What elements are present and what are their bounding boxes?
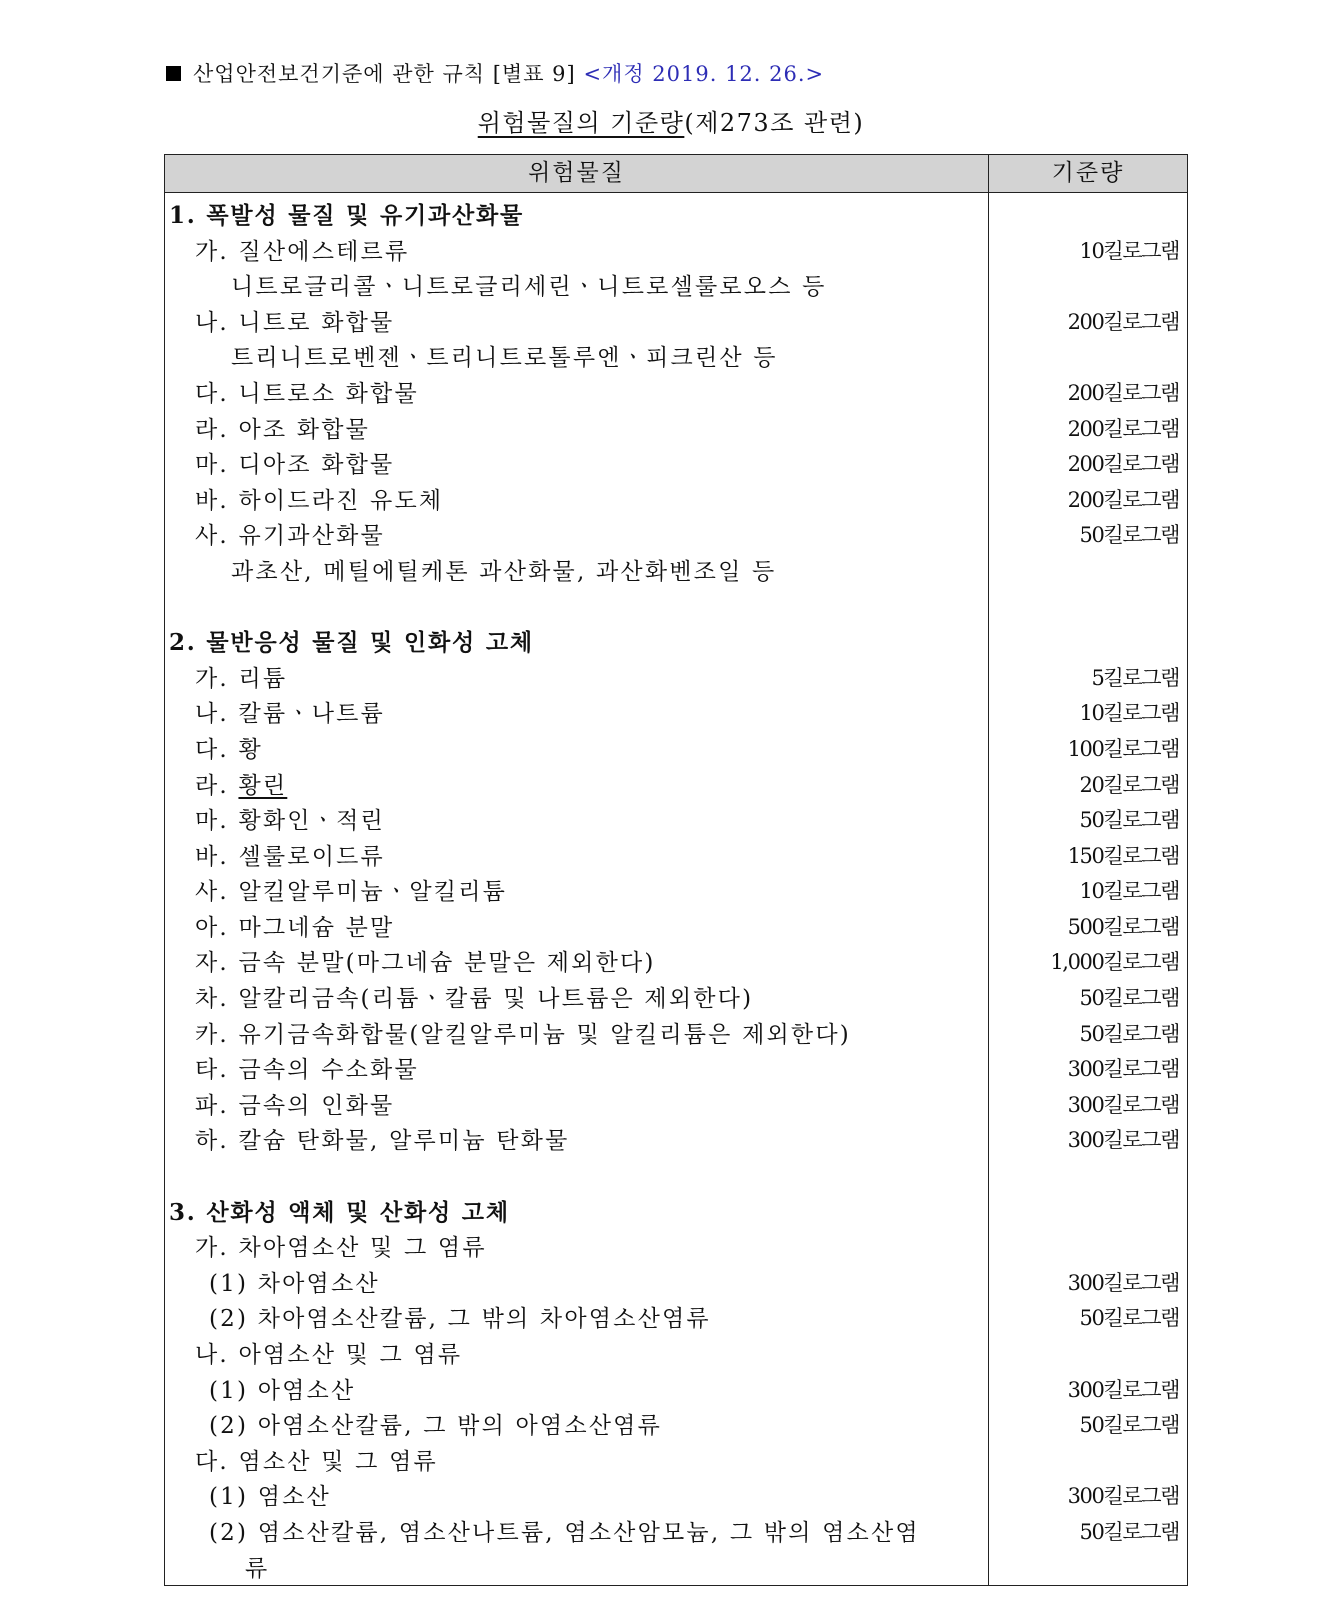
spacer xyxy=(165,1156,1187,1192)
table-row-example: 트리니트로벤젠ㆍ트리니트로톨루엔ㆍ피크린산 등 xyxy=(231,345,778,372)
amount: 300킬로그램 xyxy=(1067,1484,1179,1509)
table-row-sub: (2) 염소산칼륨, 염소산나트륨, 염소산암모늄, 그 밖의 염소산염 50킬로그램 xyxy=(165,1512,1187,1548)
amount: 50킬로그램 xyxy=(1079,1306,1179,1331)
amount: 500킬로그램 xyxy=(1067,914,1179,939)
table-row: 바. 하이드라진 유도체 200킬로그램 xyxy=(165,480,1187,516)
amount: 300킬로그램 xyxy=(1067,1270,1179,1295)
hazardous-substances-table xyxy=(164,154,1188,1586)
table-row: 파. 금속의 인화물 300킬로그램 xyxy=(165,1085,1187,1121)
table-row: 바. 셀룰로이드류 150킬로그램 xyxy=(165,836,1187,872)
table-row: 다. 염소산 및 그 염류 xyxy=(195,1448,438,1475)
table-row-sub: (2) 차아염소산칼륨, 그 밖의 차아염소산염류 50킬로그램 xyxy=(165,1298,1187,1334)
amount: 200킬로그램 xyxy=(1067,380,1179,405)
amount: 20킬로그램 xyxy=(1079,772,1179,797)
header-text: 산업안전보건기준에 관한 규칙 [별표 9] xyxy=(193,62,576,86)
underlined-term: 황린 xyxy=(238,772,288,799)
amount: 10킬로그램 xyxy=(1079,879,1179,904)
table-row: 나. 니트로 화합물 200킬로그램 xyxy=(165,302,1187,338)
table-row-example: 과초산, 메틸에틸케톤 과산화물, 과산화벤조일 등 xyxy=(231,558,777,585)
amount: 300킬로그램 xyxy=(1067,1092,1179,1117)
table-row: 가. 질산에스테르류 10킬로그램 xyxy=(165,231,1187,267)
amount: 50킬로그램 xyxy=(1079,1021,1179,1046)
amount: 200킬로그램 xyxy=(1067,416,1179,441)
table-row: 사. 유기과산화물 50킬로그램 xyxy=(165,515,1187,551)
revision-note: <개정 2019. 12. 26.> xyxy=(583,62,825,86)
table-row: 라. 아조 화합물 200킬로그램 xyxy=(165,409,1187,445)
page-title xyxy=(0,103,1342,138)
amount: 300킬로그램 xyxy=(1067,1128,1179,1153)
table-row: 가. 리튬 5킬로그램 xyxy=(165,658,1187,694)
column-header-amount: 기준량 xyxy=(1051,160,1125,186)
amount: 50킬로그램 xyxy=(1079,986,1179,1011)
title-sub: (제273조 관련) xyxy=(684,109,865,137)
column-header-substance: 위험물질 xyxy=(528,160,625,186)
table-row: 마. 황화인ㆍ적린 50킬로그램 xyxy=(165,800,1187,836)
amount: 200킬로그램 xyxy=(1067,487,1179,512)
table-row: 라. 황린 20킬로그램 xyxy=(165,765,1187,801)
table-row-sub: (2) 아염소산칼륨, 그 밖의 아염소산염류 50킬로그램 xyxy=(165,1405,1187,1441)
section-heading: 1. 폭발성 물질 및 유기과산화물 xyxy=(169,202,525,229)
amount: 50킬로그램 xyxy=(1079,1519,1179,1544)
amount: 100킬로그램 xyxy=(1067,736,1179,761)
amount: 200킬로그램 xyxy=(1067,452,1179,477)
square-bullet-icon xyxy=(166,66,181,81)
table-row: 사. 알킬알루미늄ㆍ알킬리튬 10킬로그램 xyxy=(165,871,1187,907)
table-header xyxy=(165,155,1187,193)
table-row: 아. 마그네슘 분말 500킬로그램 xyxy=(165,907,1187,943)
table-body xyxy=(165,195,1187,1583)
table-row: 카. 유기금속화합물(알킬알루미늄 및 알킬리튬은 제외한다) 50킬로그램 xyxy=(165,1014,1187,1050)
table-row-continuation: 류 xyxy=(245,1555,270,1582)
section-heading: 2. 물반응성 물질 및 인화성 고체 xyxy=(169,629,534,657)
table-row: 다. 니트로소 화합물 200킬로그램 xyxy=(165,373,1187,409)
table-row: 자. 금속 분말(마그네슘 분말은 제외한다) 1,000킬로그램 xyxy=(165,942,1187,978)
table-row: 나. 칼륨ㆍ나트륨 10킬로그램 xyxy=(165,693,1187,729)
table-row: 마. 디아조 화합물 200킬로그램 xyxy=(165,444,1187,480)
section-heading: 3. 산화성 액체 및 산화성 고체 xyxy=(169,1198,510,1226)
table-row-sub: (1) 아염소산 300킬로그램 xyxy=(165,1370,1187,1406)
amount: 50킬로그램 xyxy=(1079,1413,1179,1438)
table-row-sub: (1) 차아염소산 300킬로그램 xyxy=(165,1263,1187,1299)
table-row: 하. 칼슘 탄화물, 알루미늄 탄화물 300킬로그램 xyxy=(165,1120,1187,1156)
table-row-sub: (1) 염소산 300킬로그램 xyxy=(165,1476,1187,1512)
amount: 10킬로그램 xyxy=(1079,238,1179,263)
amount: 5킬로그램 xyxy=(1091,665,1179,690)
title-main: 위험물질의 기준량 xyxy=(477,109,685,137)
amount: 150킬로그램 xyxy=(1067,843,1179,868)
amount: 50킬로그램 xyxy=(1079,523,1179,548)
amount: 10킬로그램 xyxy=(1079,701,1179,726)
table-row: 차. 알칼리금속(리튬ㆍ칼륨 및 나트륨은 제외한다) 50킬로그램 xyxy=(165,978,1187,1014)
table-row: 나. 아염소산 및 그 염류 xyxy=(195,1342,463,1368)
amount: 300킬로그램 xyxy=(1067,1057,1179,1082)
amount: 300킬로그램 xyxy=(1067,1377,1179,1402)
amount: 200킬로그램 xyxy=(1067,309,1179,334)
spacer xyxy=(165,587,1187,623)
document-header xyxy=(166,58,824,88)
amount: 1,000킬로그램 xyxy=(1050,950,1179,975)
table-row: 다. 황 100킬로그램 xyxy=(165,729,1187,765)
amount: 50킬로그램 xyxy=(1079,808,1179,833)
table-row-example: 니트로글리콜ㆍ니트로글리세린ㆍ니트로셀룰로오스 등 xyxy=(231,274,827,301)
table-row: 타. 금속의 수소화물 300킬로그램 xyxy=(165,1049,1187,1085)
table-row: 가. 차아염소산 및 그 염류 xyxy=(195,1235,487,1262)
